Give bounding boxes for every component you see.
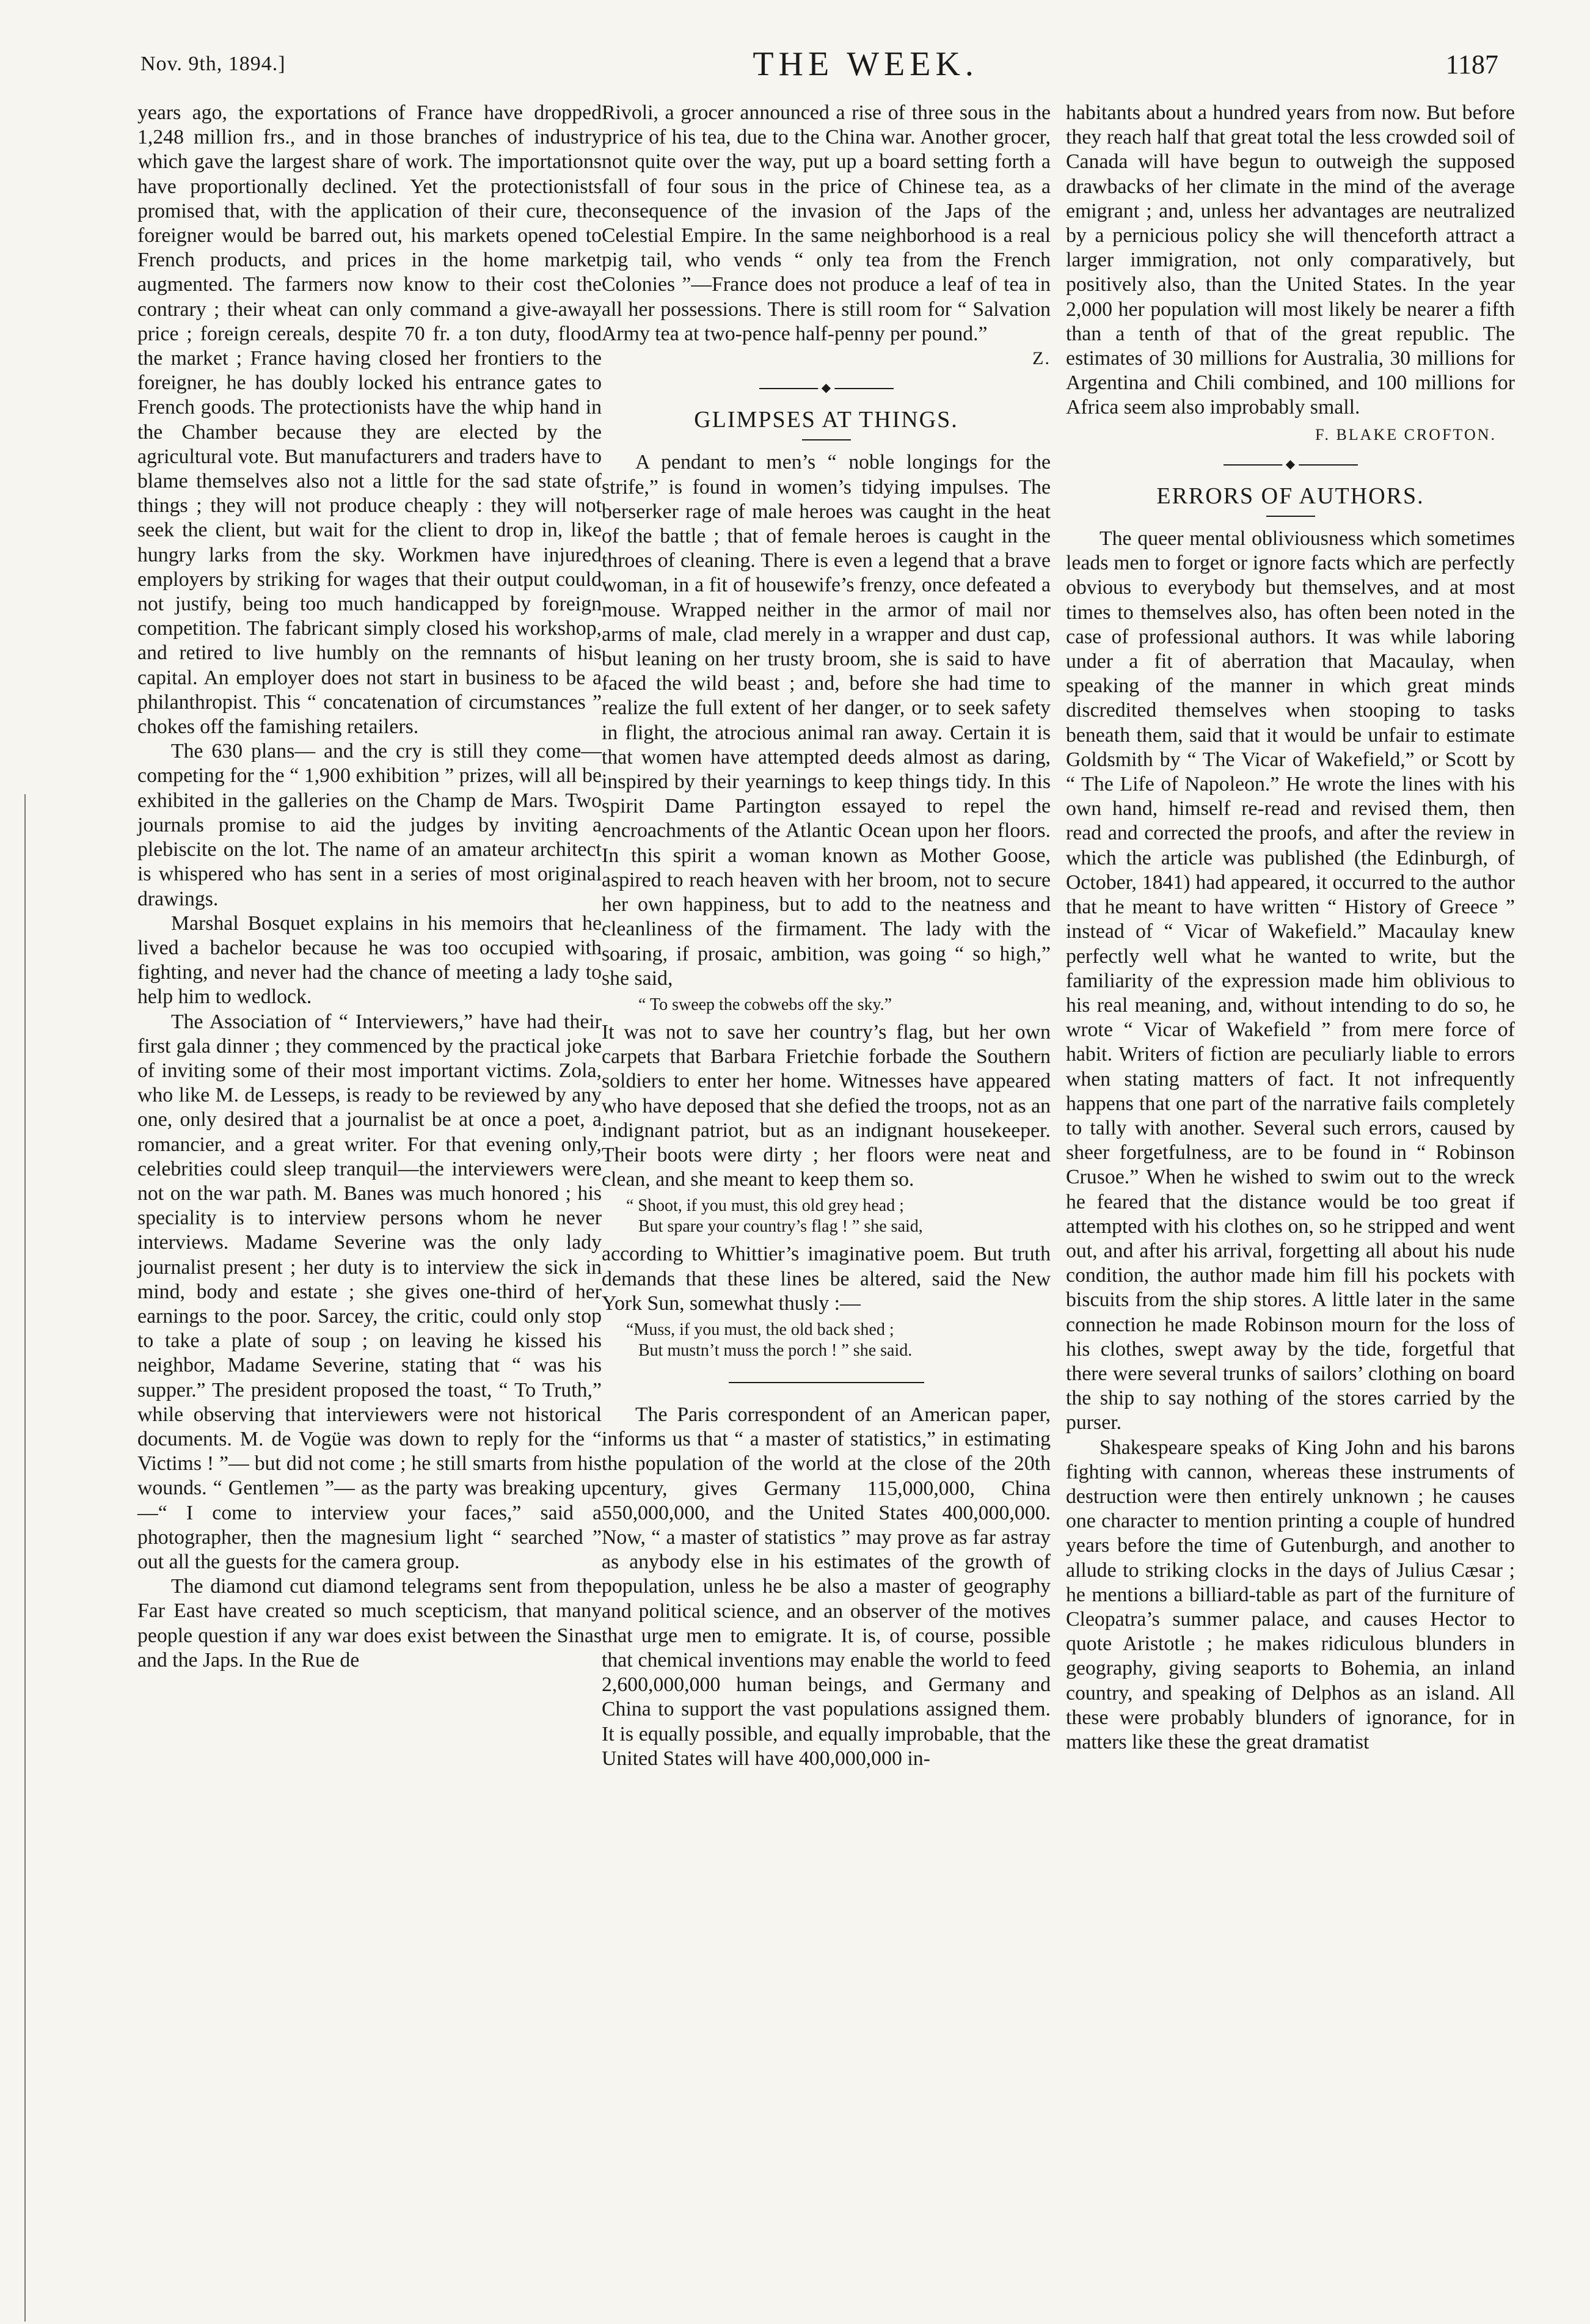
divider-ornament-icon: ◆ <box>1282 458 1299 470</box>
header-date: Nov. 9th, 1894.] <box>140 53 286 75</box>
paragraph: It was not to save her country’s flag, but her own carpets that Barbara Frietchie forbade the Southern soldiers to enter her home. Witnesses have appeared who have deposed that she defied the troops, not as an indignant patriot, but as an indignant housekeeper. Their boots were dirty ; her floors were neat and clean, and she meant to keep them so. <box>602 1020 1051 1191</box>
paragraph: The Association of “ Interviewers,” have had their first gala dinner ; they commenced by the practical joke of inviting some of their most important victims. Zola, who like M. de Lesseps, is ready to be reviewed by any one, only desired that a journalist be at once a poet, a romancier, and a great writer. For that evening only, celebrities could sleep tranquil—the interviewers were not on the war path. M. Banes was much honored ; his speciality is to interview persons whom he never interviews. Madame Severine was the only lady journalist present ; her duty is to interview the sick in mind, body and estate ; she gives one-third of her earnings to the poor. Sarcey, the critic, could only stop to take a plate of soup ; on leaving he kissed his neighbor, Madame Severine, stating that “ was his supper.” The president proposed the toast, “ To Truth,” while observing that interviewers were not historical documents. M. de Vogüe was down to reply for the “ Victims ! ”— but did not come ; he still smarts from his wounds. “ Gentlemen ”— as the party was breaking up—“ I come to interview your faces,” said a photographer, then the magnesium light “ searched ” out all the guests for the camera group. <box>137 1010 602 1573</box>
verse-quote <box>602 1196 1051 1237</box>
verse-quote <box>602 1320 1051 1361</box>
paragraph: Shakespeare speaks of King John and his barons fighting with cannon, whereas these instruments of destruction were then entirely unknown ; he causes one character to mention printing a couple of hundred years before the time of Gutenburgh, and another to allude to striking clocks in the days of Julius Cæsar ; he mentions a billiard-table as part of the furniture of Cleopatra’s summer palace, and causes Hector to quote Aristotle ; he makes ridiculous blunders in geography, giving seaports to Bohemia, an inland country, and speaking of Delphos as an island. All these were probably blunders of ignorance, for in matters like these the great dramatist <box>1066 1436 1515 1753</box>
title-rule <box>1266 516 1315 517</box>
paragraph: habitants about a hundred years from now. But before they reach half that great total the less crowded soil of Canada will have begun to outweigh the supposed drawbacks of her climate in the mind of the average emigrant ; and, unless her advantages are neutralized by a pernicious policy she will thenceforth attract a larger immigration, not only comparatively, but positively also, than the United States. In the year 2,000 her population will most likely be nearer a fifth than a tenth of that of the great republic. The estimates of 30 millions for Australia, 30 millions for Argentina and Chili combined, and 100 millions for Africa seem also improbably small. <box>1066 101 1515 419</box>
margin-line <box>24 794 26 2322</box>
page-header <box>140 37 1498 92</box>
paragraph: The queer mental obliviousness which sometimes leads men to forget or ignore facts which are perfectly obvious to everybody but themselves, and at most times to themselves also, has often been noted in the case of professional authors. It was while laboring under a fit of aberration that Macaulay, when speaking of the manner in which great minds discredited themselves when stooping to tasks beneath them, said that it would be unfair to estimate Goldsmith by “ The Vicar of Wakefield,” or Scott by “ The Life of Napoleon.” He wrote the lines with his own hand, himself re-read and revised them, then read and corrected the proofs, and after the review in which the article was published (the Edinburgh, of October, 1841) had appeared, it occurred to the author that he meant to have written “ History of Greece ” instead of “ Vicar of Wakefield.” Macaulay knew perfectly well what he wanted to write, but the familiarity of the expression made him oblivious to his real meaning, and, without intending to do so, he wrote “ Vicar of Wakefield ” from mere force of habit. Writers of fiction are peculiarly liable to errors when stating matters of fact. It not infrequently happens that one part of the narrative fails completely to tally with another. Several such errors, caused by sheer forgetfulness, are to be found in “ Robinson Crusoe.” When he wished to swim out to the wreck he feared that the distance would be too great if attempted with his clothes on, so he stripped and went out, and after his arrival, forgetting all about his nude condition, the author made him fill his pockets with biscuits from the ship stores. A little later in the same connection he made Robinson mourn for the loss of his clothes, swept away by the tide, forgetful that there were several trunks of sailors’ clothing on board the ship to say nothing of the stores carried by the purser. <box>1066 527 1515 1434</box>
paragraph: A pendant to men’s “ noble longings for the strife,” is found in women’s tidying impulses. The berserker rage of male heroes was caught in the heat of the battle ; that of female heroes is caught in the throes of cleaning. There is even a legend that a brave woman, in a fit of housewife’s frenzy, once defeated a mouse. Wrapped neither in the armor of mail nor arms of male, clad merely in a wrapper and dust cap, but leaning on her trusty broom, she is said to have faced the wild beast ; and, before she had time to realize the full extent of her danger, or to seek safety in flight, the atrocious animal ran away. Certain it is that women have attempted deeds almost as daring, inspired by their yearnings to keep things tidy. In this spirit Dame Partington essayed to repel the encroachments of the Atlantic Ocean upon her floors. In this spirit a woman known as Mother Goose, aspired to reach heaven with her broom, not to secure her own happiness, but to add to the neatness and cleanliness of the firmament. The lady with the soaring, if prosaic, ambition, was going “ so high,” she said, <box>602 451 1051 990</box>
section-rule <box>729 1382 924 1383</box>
column-2 <box>602 101 1051 1771</box>
column-1 <box>137 101 602 1673</box>
verse-line: “Muss, if you must, the old back shed ; <box>626 1320 894 1339</box>
paragraph: according to Whittier’s imaginative poem. But truth demands that these lines be altered, said the New York Sun, somewhat thusly :— <box>602 1243 1051 1315</box>
masthead-title: THE WEEK. <box>753 45 979 83</box>
paragraph: Rivoli, a grocer announced a rise of three sous in the price of his tea, due to the China war. Another grocer, not quite over the way, put up a board setting forth a fall of four sous in the price of Chinese tea, as a consequence of the invasion of the Japs of the Celestial Empire. In the same neighborhood is a real pig tail, who vends “ only tea from the French Colonies ”—France does not produce a leaf of tea in all her possessions. There is still room for “ Salvation Army tea at two-pence half-penny per pound.” <box>602 101 1051 345</box>
verse-line: “ To sweep the cobwebs off the sky.” <box>638 995 892 1014</box>
paragraph: years ago, the exportations of France have dropped 1,248 million frs., and in those branches of industry which gave the largest share of work. The importations have proportionally declined. Yet the protectionists promised that, with the application of their cure, the foreigner would be barred out, his markets opened to French products, and prices in the home market augmented. The farmers now know to their cost the contrary ; their wheat can only command a give-away price ; foreign cereals, despite 70 fr. a ton duty, flood the market ; France having closed her frontiers to the foreigner, he has doubly locked his entrance gates to French goods. The protectionists have the whip hand in the Chamber because they are elected by the agricultural vote. But manufacturers and traders have to blame themselves also not a little for the sad state of things ; they will not produce cheaply : they will not seek the client, but wait for the client to drop in, like hungry larks from the sky. Workmen have injured employers by striking for wages that their output could not justify, being too much handicapped by foreign competition. The fabricant simply closed his workshop, and retired to live humbly on the remnants of his capital. An employer does not start in business to be a philanthropist. This “ concatenation of circumstances ” chokes off the famishing retailers. <box>137 101 602 739</box>
divider-ornament-icon: ◆ <box>818 382 834 394</box>
column-3 <box>1066 101 1515 1755</box>
signature: Z. <box>1032 348 1051 369</box>
section-title: ERRORS OF AUTHORS. <box>1156 483 1424 509</box>
verse-line: “ Shoot, if you must, this old grey head ; <box>626 1196 904 1216</box>
title-rule <box>802 439 851 440</box>
paragraph: The 630 plans— and the cry is still they come—competing for the “ 1,900 exhibition ” prizes, will all be exhibited in the galleries on the Champ de Mars. Two journals promise to aid the judges by inviting a plebiscite on the lot. The name of an amateur architect is whispered who has sent in a series of most original drawings. <box>137 740 602 910</box>
author-signature: F. BLAKE CROFTON. <box>1315 425 1497 444</box>
paragraph: The Paris correspondent of an American paper, informs us that “ a master of statistics,” in estimating the population of the world at the close of the 20th century, gives Germany 115,000,000, China 550,000,000, and the United States 400,000,000. Now, “ a master of statistics ” may prove as far astray as anybody else in his estimates of the growth of population, unless he be also a master of geography and political science, and an observer of the motives that urge men to emigrate. It is, of course, possible that chemical inventions may enable the world to feed 2,600,000,000 human beings, and Germany and China to support the vast populations assigned them. It is equally possible, and equally improbable, that the United States will have 400,000,000 in- <box>602 1403 1051 1770</box>
paragraph: The diamond cut diamond telegrams sent from the Far East have created so much scepticism, that many people question if any war does exist between the Sinas and the Japs. In the Rue de <box>137 1575 602 1672</box>
paragraph: Marshal Bosquet explains in his memoirs that he lived a bachelor because he was too occupied with fighting, and never had the chance of meeting a lady to help him to wedlock. <box>137 912 602 1009</box>
page-number: 1187 <box>1445 49 1498 79</box>
verse-line: But spare your country’s flag ! ” she said, <box>638 1217 923 1237</box>
section-divider <box>759 381 894 395</box>
verse-line: But mustn’t muss the porch ! ” she said. <box>638 1340 913 1360</box>
section-divider <box>1223 457 1358 471</box>
section-title: GLIMPSES AT THINGS. <box>694 407 958 433</box>
verse-quote <box>602 995 1051 1015</box>
